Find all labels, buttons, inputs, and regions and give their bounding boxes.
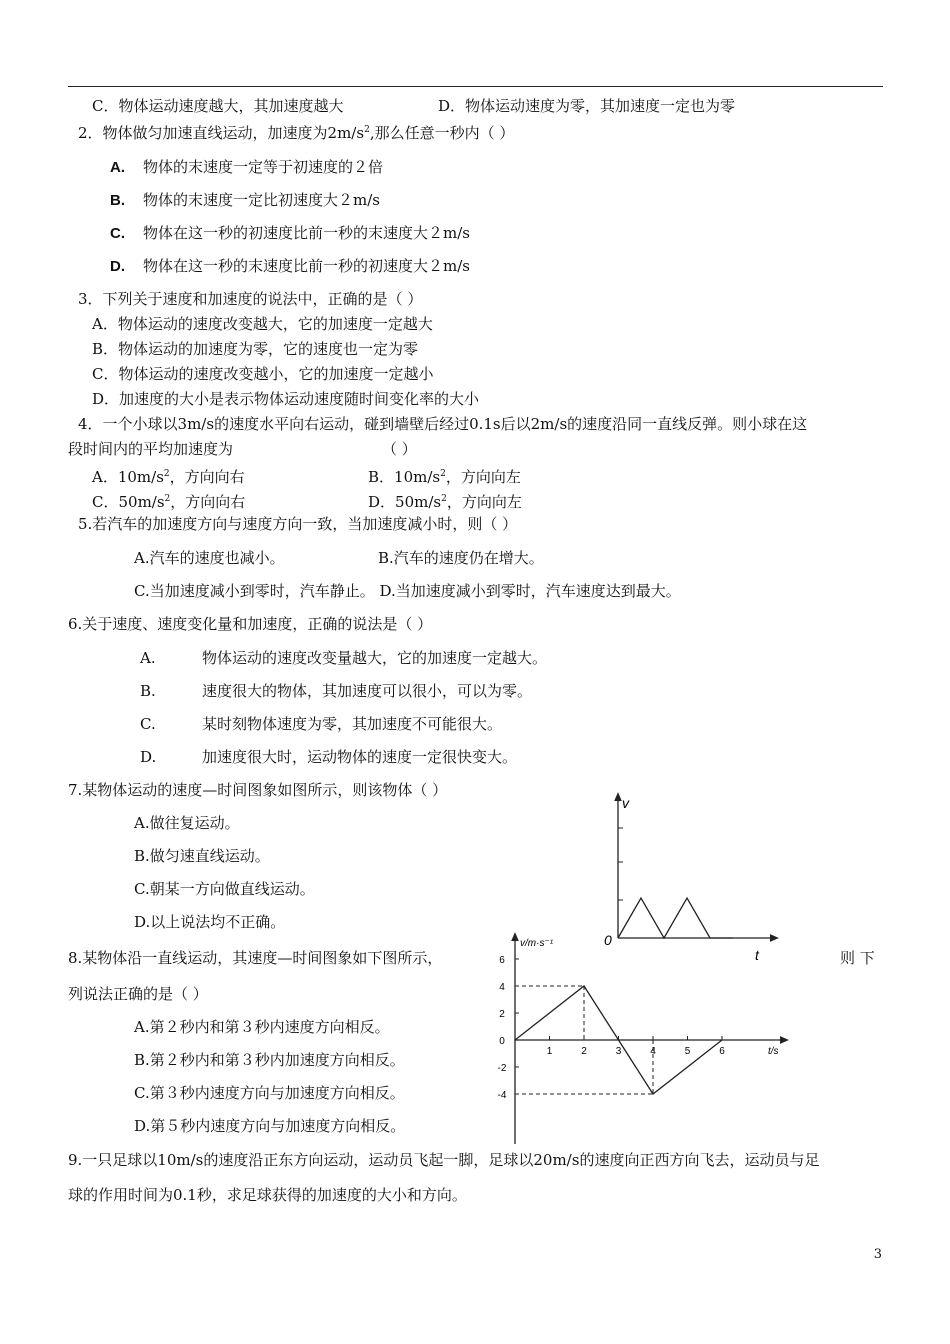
q3-option-c: C．物体运动的速度改变越小，它的加速度一定越小 bbox=[92, 365, 434, 383]
q4-line2: 段时间内的平均加速度为 bbox=[68, 440, 234, 458]
q8-y-tick-label: 0 bbox=[499, 1036, 505, 1047]
q4-option-d: D．$50m/s^2$，方向向左 bbox=[368, 493, 522, 511]
q8-option-b: B.第２秒内和第３秒内加速度方向相反。 bbox=[134, 1051, 405, 1069]
q5-option-b: B.汽车的速度仍在增大。 bbox=[378, 549, 544, 567]
q7-option-a: A.做往复运动。 bbox=[134, 814, 240, 832]
q8-x-tick-label: 4 bbox=[650, 1046, 656, 1057]
q3-stem: 3．下列关于速度和加速度的说法中，正确的是（ ） bbox=[78, 290, 423, 308]
header-rule bbox=[68, 86, 883, 87]
q4-option-c: C．$50m/s^2$，方向向右 bbox=[92, 493, 246, 511]
q8-x-tick-label: 3 bbox=[615, 1046, 622, 1057]
q6-option-d: D. 加速度很大时，运动物体的速度一定很快变大。 bbox=[140, 748, 518, 766]
q4-option-a: A．$10m/s^2$，方向向右 bbox=[92, 468, 245, 486]
q7-option-d: D.以上说法均不正确。 bbox=[134, 913, 286, 931]
q3-option-d: D．加速度的大小是表示物体运动速度随时间变化率的大小 bbox=[92, 390, 480, 408]
q7-origin-label: 0 bbox=[604, 932, 612, 948]
q2-stem: 2．物体做匀加速直线运动，加速度为$2m/s^2$,那么任意一秒内（ ） bbox=[78, 124, 515, 142]
q8-option-c: C.第３秒内速度方向与加速度方向相反。 bbox=[134, 1084, 405, 1102]
q1-option-d: D．物体运动速度为零，其加速度一定也为零 bbox=[438, 97, 736, 115]
q5-option-a: A.汽车的速度也减小。 bbox=[134, 549, 285, 567]
q8-x-tick-label: 2 bbox=[581, 1046, 587, 1057]
q8-y-tick-label: 2 bbox=[499, 1009, 505, 1020]
q9-line1: 9.一只足球以10m/s的速度沿正东方向运动，运动员飞起一脚，足球以20m/s的速度向正西方向飞去，运动员与足 bbox=[68, 1151, 820, 1169]
q8-vt-graph bbox=[490, 928, 800, 1148]
q7-v-label: v bbox=[622, 795, 629, 811]
q8-option-d: D.第５秒内速度方向与加速度方向相反。 bbox=[134, 1117, 406, 1135]
q8-x-tick-label: 6 bbox=[719, 1046, 725, 1057]
q8-stem-line2: 列说法正确的是（ ） bbox=[68, 985, 208, 1003]
q8-x-tick-label: 1 bbox=[546, 1046, 553, 1057]
q8-y-tick-label: -4 bbox=[497, 1090, 507, 1101]
q3-option-a: A．物体运动的速度改变越大，它的加速度一定越大 bbox=[92, 315, 433, 333]
q9-line2: 球的作用时间为0.1秒，求足球获得的加速度的大小和方向。 bbox=[68, 1186, 467, 1204]
q2-option-c: C. 物体在这一秒的初速度比前一秒的末速度大２m/s bbox=[110, 224, 470, 242]
q2-option-a: A. 物体的末速度一定等于初速度的２倍 bbox=[110, 158, 384, 176]
q7-stem: 7.某物体运动的速度—时间图象如图所示，则该物体（ ） bbox=[68, 781, 448, 799]
q4-option-b: B．$10m/s^2$，方向向左 bbox=[368, 468, 521, 486]
q6-option-a: A. 物体运动的速度改变量越大，它的加速度一定越大。 bbox=[140, 649, 548, 667]
q8-x-tick-label: 5 bbox=[684, 1046, 691, 1057]
q8-v-label: v/m·s⁻¹ bbox=[520, 938, 554, 949]
q6-option-b: B. 速度很大的物体，其加速度可以很小，可以为零。 bbox=[140, 682, 533, 700]
q5-stem: 5.若汽车的加速度方向与速度方向一致，当加速度减小时，则（ ） bbox=[78, 515, 518, 533]
q5-option-cd: C.当加速度减小到零时，汽车静止。 D.当加速度减小到零时，汽车速度达到最大。 bbox=[134, 582, 681, 600]
q4-line1: 4．一个小球以3m/s的速度水平向右运动，碰到墙壁后经过0.1s后以2m/s的速度沿同一直线反弹。则小球在这 bbox=[78, 415, 808, 433]
q2-option-d: D. 物体在这一秒的末速度比前一秒的初速度大２m/s bbox=[110, 257, 470, 275]
q8-y-tick-label: -2 bbox=[497, 1063, 507, 1074]
q2-option-b: B. 物体的末速度一定比初速度大２m/s bbox=[110, 191, 380, 209]
q8-y-tick-label: 6 bbox=[499, 955, 505, 966]
q8-y-tick-label: 4 bbox=[499, 982, 505, 993]
q8-stem-left: 8.某物体沿一直线运动，其速度—时间图象如下图所示， bbox=[68, 949, 443, 967]
q7-t-label: t bbox=[755, 947, 759, 963]
q6-option-c: C. 某时刻物体速度为零，其加速度不可能很大。 bbox=[140, 715, 503, 733]
q3-option-b: B．物体运动的加速度为零，它的速度也一定为零 bbox=[92, 340, 419, 358]
q8-option-a: A.第２秒内和第３秒内速度方向相反。 bbox=[134, 1018, 390, 1036]
q1-option-c: C．物体运动速度越大，其加速度越大 bbox=[92, 97, 344, 115]
q4-paren: （ ） bbox=[382, 440, 417, 458]
q8-t-label: t/s bbox=[768, 1046, 779, 1057]
page-number: 3 bbox=[873, 1247, 882, 1262]
q7-option-b: B.做匀速直线运动。 bbox=[134, 847, 270, 865]
q6-stem: 6.关于速度、速度变化量和加速度，正确的说法是（ ） bbox=[68, 615, 433, 633]
q8-stem-right: 则 下 bbox=[840, 949, 875, 967]
q7-option-c: C.朝某一方向做直线运动。 bbox=[134, 880, 315, 898]
